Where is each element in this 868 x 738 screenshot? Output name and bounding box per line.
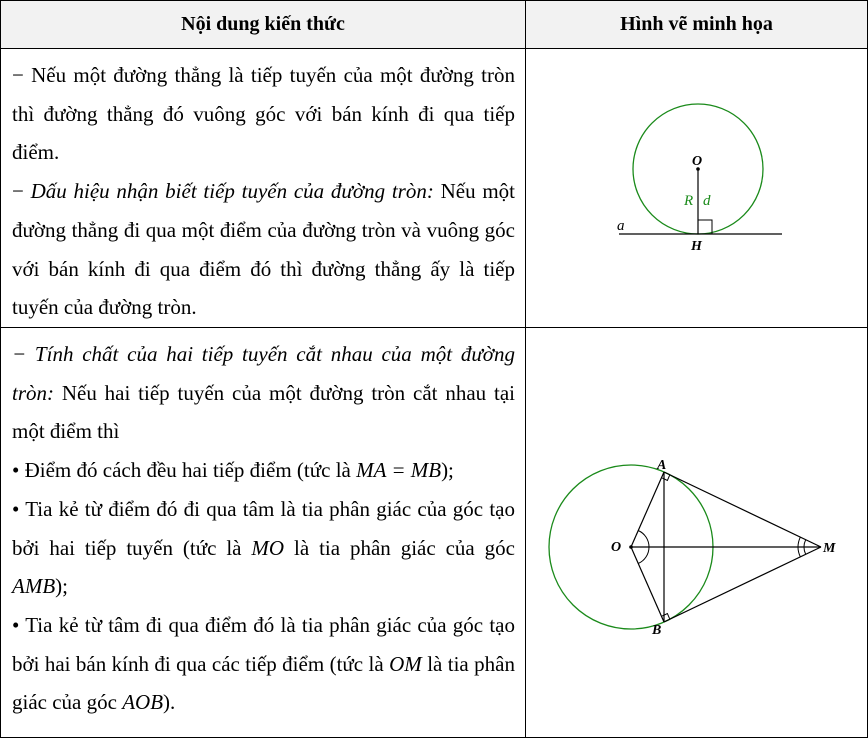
label-M: M [823,541,836,556]
tangent-MA [664,472,821,547]
math-OM: OM [389,651,422,676]
row1-dash: − [12,179,31,204]
header-figure: Hình vẽ minh họa [525,0,868,49]
bullet1-text: • Điểm đó cách đều hai tiếp điểm (tức là [12,458,357,483]
label-O: O [692,154,703,169]
label-A: A [657,458,667,473]
right-angle-mark [698,220,712,234]
row1-italic-term: Dấu hiệu nhận biết tiếp tuyến của đường tròn: [30,179,434,204]
bullet1-end: ); [441,458,454,483]
label-R: R [684,193,694,209]
row2-bullet-2 [12,490,515,606]
bullet3-text: • Tia kẻ từ tâm đi qua điểm đó là tia phân giác của góc tạo bởi hai bán kính đi qua các tiếp điểm (tức là [12,612,515,676]
tangent-MB [664,547,821,622]
row1-rest: Nếu một đường thẳng đi qua một điểm của đường tròn và vuông góc với bán kính đi qua điểm đó thì đường thẳng ấy là tiếp tuyến của đường tròn. [12,179,515,320]
row2-italic-term: − Tính chất của hai tiếp tuyến cắt nhau của một đường tròn: [12,342,515,405]
tangent-figure [526,49,867,327]
label-d: d [703,193,711,209]
row1-paragraph-1: − Nếu một đường thẳng là tiếp tuyến của một đường tròn thì đường thẳng đó vuông góc với bán kính đi qua tiếp điểm. [12,63,515,165]
label-H: H [691,239,702,254]
row1-content [0,48,526,328]
bullet3-end: ). [163,690,176,715]
center-dot [629,545,633,549]
row2-bullet-3 [12,606,515,722]
two-tangents-figure [526,328,867,737]
bullet2-end: ); [55,574,68,599]
row2-content [0,327,526,738]
math-AMB: AMB [12,574,56,599]
row1-figure-cell [525,48,868,328]
row2-intro-rest: Nếu hai tiếp tuyến của một đường tròn cắt nhau tại một điểm thì [12,380,515,444]
row2-paragraph-1 [12,335,515,451]
label-B: B [652,623,662,638]
label-O: O [611,540,622,555]
bullet2-text: • Tia kẻ từ điểm đó đi qua tâm là tia phân giác của góc tạo bởi hai tiếp tuyến (tức là [12,496,515,560]
row2-figure-cell [525,327,868,738]
math-MA-MB: MA = MB [356,458,442,483]
math-MO: MO [251,535,285,560]
right-angle-B [662,614,669,619]
segment-OA [631,472,664,547]
bullet3-mid: là tia phân giác của góc [12,651,515,715]
segment-OB [631,547,664,622]
bullet2-mid: là tia phân giác của góc [284,535,515,560]
label-a: a [617,218,625,234]
right-angle-A [662,475,669,480]
header-content: Nội dung kiến thức [0,0,526,49]
row1-paragraph-2 [12,172,515,327]
math-AOB: AOB [122,690,164,715]
row2-bullet-1 [12,451,515,490]
